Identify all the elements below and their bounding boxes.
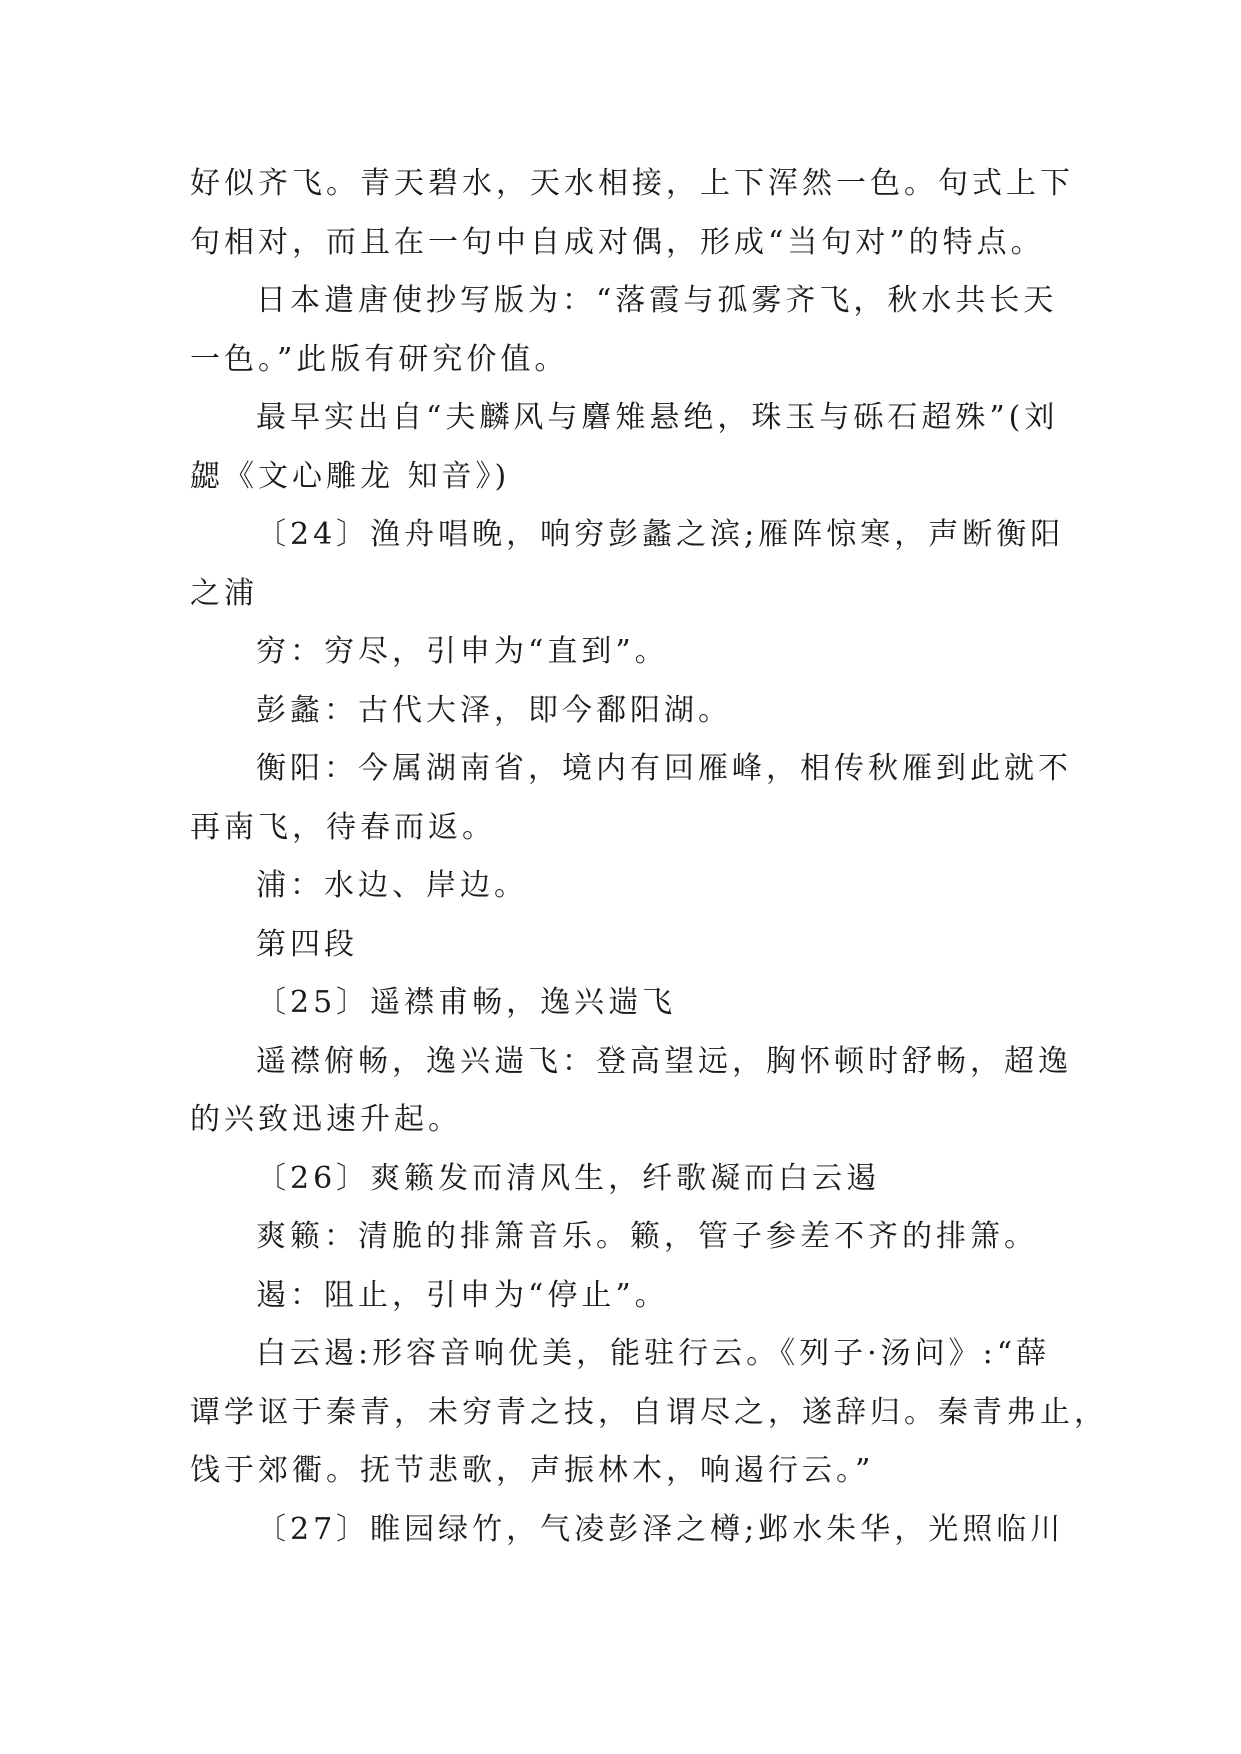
text-line: 日本遣唐使抄写版为：“落霞与孤雾齐飞，秋水共长天: [256, 283, 1058, 318]
text-line: 穷：穷尽，引申为“直到”。: [256, 634, 669, 669]
document-body: [190, 155, 1108, 1559]
section-heading: 第四段: [256, 926, 358, 962]
text-line: 彭蠡：古代大泽，即今鄱阳湖。: [256, 692, 732, 728]
text-line: 遥襟俯畅，逸兴遄飞：登高望远，胸怀顿时舒畅，超逸: [256, 1043, 1072, 1079]
text-line: 白云遏:形容音响优美，能驻行云。《列子·汤问》:“薛: [256, 1336, 1051, 1371]
text-line: 最早实出自“夫麟风与麏雉悬绝，珠玉与砾石超殊”(刘: [256, 400, 1059, 435]
text-line: 的兴致迅速升起。: [190, 1102, 462, 1137]
text-line: 句相对，而且在一句中自成对偶，形成“当句对”的特点。: [190, 224, 1045, 260]
text-line: 谭学讴于秦青，未穷青之技，自谓尽之，遂辞归。秦青弗止，: [190, 1394, 1108, 1430]
text-line: 勰《文心雕龙 知音》): [190, 458, 511, 494]
text-line: 〔26〕爽籁发而清风生，纤歌凝而白云遏: [256, 1160, 881, 1196]
text-line: 〔27〕睢园绿竹，气凌彭泽之樽;邺水朱华，光照临川: [256, 1511, 1065, 1547]
text-line: 衡阳：今属湖南省，境内有回雁峰，相传秋雁到此就不: [256, 751, 1072, 786]
text-line: 好似齐飞。青天碧水，天水相接，上下浑然一色。句式上下: [190, 166, 1074, 201]
text-line: 〔24〕渔舟唱晚，响穷彭蠡之滨;雁阵惊寒，声断衡阳: [256, 517, 1065, 552]
text-line: 爽籁：清脆的排箫音乐。籁，管子参差不齐的排箫。: [256, 1219, 1038, 1254]
text-line: 〔25〕遥襟甫畅，逸兴遄飞: [256, 985, 677, 1020]
text-line: 饯于郊衢。抚节悲歌，声振林木，响遏行云。”: [190, 1453, 875, 1488]
text-line: 一色。”此版有研究价值。: [190, 341, 569, 377]
text-line: 之浦: [190, 575, 258, 611]
text-line: 再南飞，待春而返。: [190, 809, 496, 845]
text-line: 浦：水边、岸边。: [256, 868, 528, 903]
text-line: 遏：阻止，引申为“停止”。: [256, 1277, 669, 1313]
